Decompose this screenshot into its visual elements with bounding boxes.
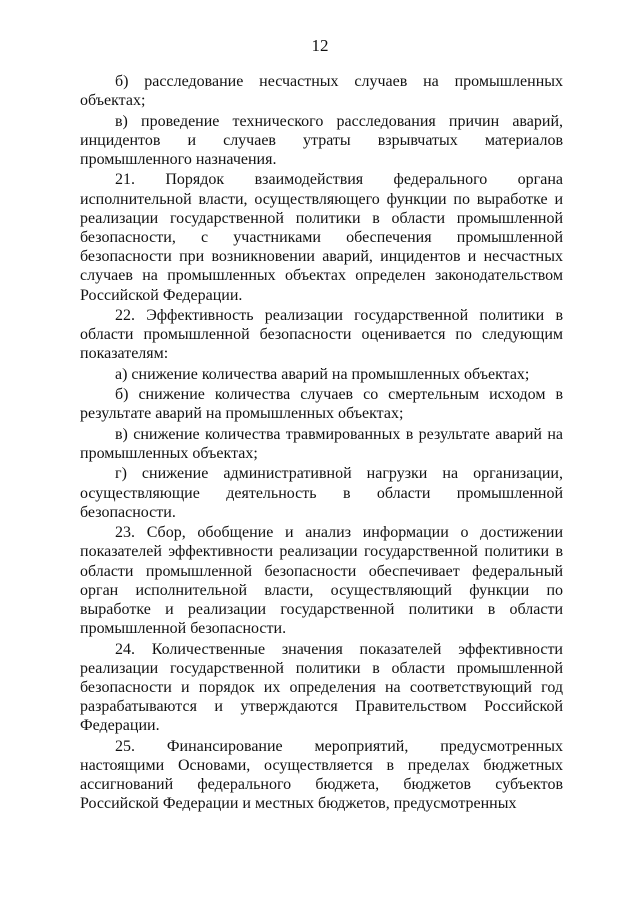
paragraph-24: 24. Количественные значения показателей эффективности реализации государственной политики в области промышленной безопасности и порядок их определения на соответствующий год разрабатываются и утверждаются Правительством Российской Федерации. [80, 640, 563, 735]
paragraph-23: 23. Сбор, обобщение и анализ информации о достижении показателей эффективности реализации государственной политики в области промышленной безопасности обеспечивает федеральный орган исполнительной власти, осуществляющий функции по выработке и реализации государственной политики в области промышленной безопасности. [80, 524, 563, 638]
paragraph-22-g: г) снижение административной нагрузки на организации, осуществляющие деятельность в области промышленной безопасности. [80, 465, 563, 521]
paragraph-b-investigation: б) расследование несчастных случаев на промышленных объектах; [80, 73, 563, 110]
paragraph-22-b: б) снижение количества случаев со смертельным исходом в результате аварий на промышленных объектах; [80, 386, 563, 423]
page-number: 12 [311, 36, 329, 55]
paragraph-22-a: а) снижение количества аварий на промышленных объектах; [115, 365, 530, 383]
document-body [80, 72, 563, 815]
paragraph-25: 25. Финансирование мероприятий, предусмотренных настоящими Основами, осуществляется в пределах бюджетных ассигнований федерального бюджета, бюджетов субъектов Российской Федерации и местных бюджетов, предусмотренных [80, 737, 563, 813]
paragraph-v-technical-investigation: в) проведение технического расследования причин аварий, инцидентов и случаев утраты взрывчатых материалов промышленного назначения. [80, 112, 563, 168]
paragraph-22-v: в) снижение количества травмированных в результате аварий на промышленных объектах; [80, 425, 563, 462]
paragraph-22: 22. Эффективность реализации государственной политики в области промышленной безопасности оценивается по следующим показателям: [80, 307, 563, 363]
paragraph-21: 21. Порядок взаимодействия федерального органа исполнительной власти, осуществляющего функции по выработке и реализации государственной политики в области промышленной безопасности, с участниками обеспечения промышленной безопасности при возникновении аварий, инцидентов и несчастных случаев на промышленных объектах определен законодательством Российской Федерации. [80, 171, 563, 304]
